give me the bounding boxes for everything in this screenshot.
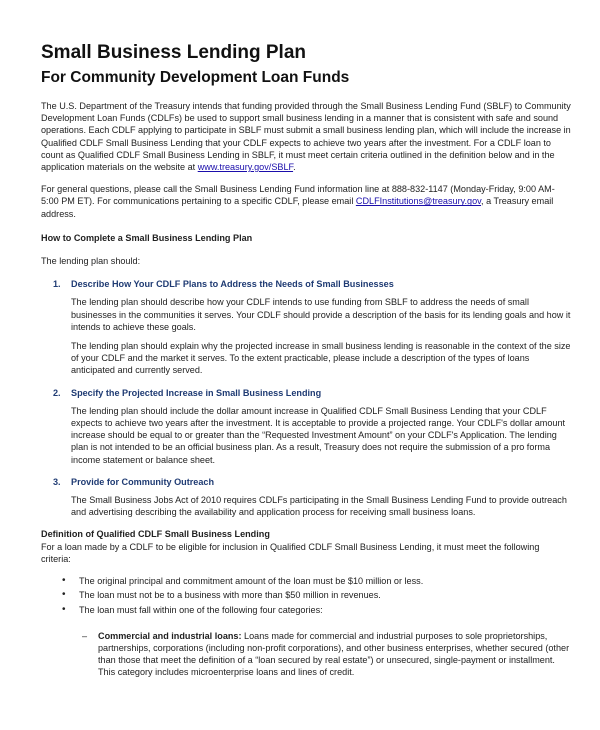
definition-paragraph: For a loan made by a CDLF to be eligible for inclusion in Qualified CDLF Small Business Lending, it must meet the following criteria: [41,541,540,564]
intro-paragraph [41,100,571,173]
step-item [41,476,571,519]
step-paragraph: The lending plan should describe how your CDLF intends to use funding from SBLF to address the needs of small businesses in the communities it serves. Your CDLF should provide a description of the basis for its lending goals and how it intends to achieve these goals. [71,297,571,332]
step-number: 3. [53,476,61,487]
step-paragraph: The lending plan should include the dollar amount increase in Qualified CDLF Small Business Lending that your CDLF expects to achieve two years after the investment. It is acceptable to provide a projected range. Your CDLF's dollar amount increase should be equal to or greater than the “Requested Investment Amount” on your CDLF's Application. The lending plan is not intended to be an official business plan. As a result, Treasury does not require the submission of a pro forma income statement or balance sheet. [71,405,566,465]
criteria-list [41,575,571,616]
step-paragraph: The lending plan should explain why the projected increase in small business lending is reasonable in the context of the size of your CDLF and the market it serves. To the extent practicable, please include a description of the types of loans anticipated and currently served. [71,341,571,376]
how-to-heading: How to Complete a Small Business Lending Plan [41,232,253,243]
page-subtitle: For Community Development Loan Funds [41,69,350,86]
intro-end: . [293,162,296,173]
contact-text-end: , a Treasury email address. [41,196,554,219]
step-title: Describe How Your CDLF Plans to Address the Needs of Small Businesses [71,279,394,290]
steps-list [41,278,571,518]
email-link[interactable]: CDLFInstitutions@treasury.gov [355,196,482,207]
bullet-icon: • [62,575,66,587]
contact-paragraph [41,183,571,220]
list-item [41,589,571,601]
category-item [41,630,571,679]
contact-text: For general questions, please call the Small Business Lending Fund information line at 888-832-1147 (Monday-Friday, 9:00 AM-5:00 PM ET). For communications pertaining to a specific CDLF, please email [41,184,555,207]
step-title: Specify the Projected Increase in Small Business Lending [71,387,322,398]
dash-icon: – [82,630,88,641]
document-body [41,100,571,679]
page-title: Small Business Lending Plan [41,42,307,63]
category-text: Loans made for commercial and industrial purposes to sole proprietorships, partnerships, corporations (including non-profit corporations), and other business enterprises, whether secured (other than those that meet the definition of a “loan secured by real estate”) or unsecured, single-payment or installment. This category includes microenterprise loans and lines of credit. [98,630,570,678]
step-heading [41,476,571,488]
step-heading [41,278,571,290]
website-link[interactable]: www.treasury.gov/SBLF [197,162,294,173]
bullet-icon: • [62,603,66,615]
step-paragraph: The Small Business Jobs Act of 2010 requires CDLFs participating in the Small Business Lending Fund to provide outreach and advertising describing the availability and application process for receiving small business loans. [71,495,567,518]
step-item [41,278,571,376]
definition-heading: Definition of Qualified CDLF Small Business Lending [41,529,270,540]
step-heading [41,387,571,399]
category-label: Commercial and industrial loans: [98,630,242,641]
step-item [41,387,571,466]
step-number: 1. [53,279,61,290]
categories-list [41,630,571,679]
list-item-text: The loan must fall within one of the following four categories: [79,604,323,615]
lead-text: The lending plan should: [41,256,141,267]
step-number: 2. [53,387,61,398]
step-title: Provide for Community Outreach [71,476,214,487]
list-item [41,575,571,587]
list-item-text: The loan must not be to a business with more than $50 million in revenues. [79,590,381,601]
intro-text: The U.S. Department of the Treasury intends that funding provided through the Small Business Lending Fund (SBLF) to Community Development Loan Funds (CDLFs) be used to support small business lending in a manner that is consistent with safe and sound operations. Each CDLF applying to participate in SBLF must submit a small business lending plan, which will include the increase in Qualified CDLF Small Business Lending that your CDLF expects to achieve two years after the investment. For a CDLF loan to count as Qualified CDLF Small Business Lending in SBLF, it must meet certain criteria outlined in the definition below and in the application materials on the website at [41,101,571,173]
list-item [41,604,571,616]
list-item-text: The original principal and commitment amount of the loan must be $10 million or less. [79,576,424,587]
bullet-icon: • [62,589,66,601]
